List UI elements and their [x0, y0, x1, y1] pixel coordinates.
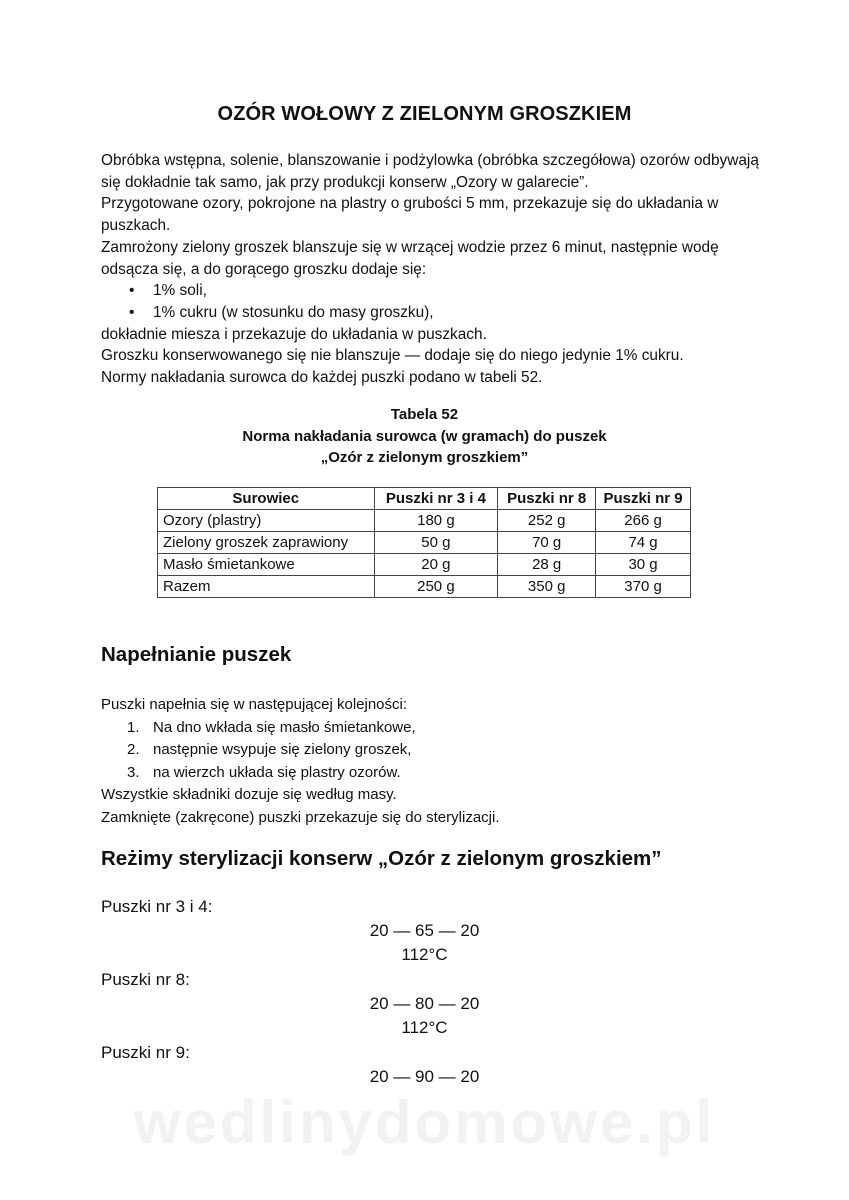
table-cell: 20 g — [374, 554, 498, 576]
filling-section — [101, 694, 761, 829]
table-row — [158, 510, 691, 532]
can-label-8: Puszki nr 8: — [101, 970, 190, 989]
step-number: 3. — [127, 763, 140, 781]
table-caption-line-1: Norma nakładania surowca (w gramach) do puszek — [242, 427, 607, 445]
table-cell: 30 g — [596, 554, 691, 576]
filling-heading: Napełnianie puszek — [101, 643, 292, 666]
table-header-row — [158, 488, 691, 510]
table-row — [158, 532, 691, 554]
sterilization-heading: Reżimy sterylizacji konserw „Ozór z zielonym groszkiem” — [101, 847, 662, 870]
table-cell: 28 g — [498, 554, 596, 576]
table-cell: Ozory (plastry) — [158, 510, 375, 532]
filling-steps — [101, 717, 761, 785]
intro-paragraph-5: Groszku konserwowanego się nie blanszuje — dodaje się do niego jedynie 1% cukru. — [101, 347, 684, 365]
table-cell: 250 g — [374, 576, 498, 598]
step-text: następnie wsypuje się zielony groszek, — [153, 741, 412, 758]
column-header: Puszki nr 9 — [596, 488, 691, 510]
table-cell: Razem — [158, 576, 375, 598]
column-header: Surowiec — [158, 488, 375, 510]
intro-paragraph-2: Przygotowane ozory, pokrojone na plastry o grubości 5 mm, przekazuje się do układania w puszkach. — [101, 195, 719, 235]
can-label-3-4: Puszki nr 3 i 4: — [101, 897, 213, 916]
filling-lead: Puszki napełnia się w następującej kolejności: — [101, 696, 408, 713]
table-caption — [0, 404, 849, 469]
table-cell: 180 g — [374, 510, 498, 532]
watermark: wedlinydomowe.pl — [133, 1089, 716, 1156]
table-caption-line-2: „Ozór z zielonym groszkiem” — [320, 449, 529, 466]
table-label: Tabela 52 — [390, 406, 459, 423]
filling-note-1: Wszystkie składniki dozuje się według masy. — [101, 786, 397, 803]
intro-paragraph-1: Obróbka wstępna, solenie, blanszowanie i podżylowka (obróbka szczegółowa) ozorów odbywają się dokładnie tak samo, jak przy produkcji konserw „Ozory w galarecie”. — [101, 152, 759, 191]
formula-3-4: 20 — 65 — 20 — [369, 921, 480, 940]
column-header: Puszki nr 3 i 4 — [374, 488, 498, 510]
table-row — [158, 554, 691, 576]
table-cell: Zielony groszek zaprawiony — [158, 532, 375, 554]
page-title: OZÓR WOŁOWY Z ZIELONYM GROSZKIEM — [217, 103, 632, 125]
column-header: Puszki nr 8 — [498, 488, 596, 510]
list-item: • 1% cukru (w stosunku do masy groszku), — [153, 302, 761, 324]
norm-table — [157, 487, 691, 598]
step-number: 2. — [127, 741, 140, 758]
list-item: • 1% soli, — [153, 280, 761, 302]
list-item — [101, 739, 761, 762]
table-cell: 50 g — [374, 532, 498, 554]
intro-paragraph-3: Zamrożony zielony groszek blanszuje się w wrzącej wodzie przez 6 minut, następnie wodę odsącza się, a do gorącego groszku dodaje się: — [101, 238, 719, 278]
step-text: Na dno wkłada się masło śmietankowe, — [153, 718, 416, 736]
additives-list — [101, 280, 761, 323]
table-cell: 370 g — [596, 576, 691, 598]
formula-8: 20 — 80 — 20 — [369, 994, 480, 1013]
table-cell: Masło śmietankowe — [158, 554, 375, 576]
temperature-8: 112°C — [401, 1018, 448, 1037]
table-cell: 74 g — [596, 532, 691, 554]
intro-section — [101, 150, 761, 389]
filling-note-2: Zamknięte (zakręcone) puszki przekazuje się do sterylizacji. — [101, 808, 500, 826]
step-text: na wierzch układa się plastry ozorów. — [153, 763, 401, 781]
intro-paragraph-6: Normy nakładania surowca do każdej puszki podano w tabeli 52. — [101, 369, 543, 387]
table-cell: 70 g — [498, 532, 596, 554]
table-cell: 266 g — [596, 510, 691, 532]
table-cell: 350 g — [498, 576, 596, 598]
list-item — [101, 762, 761, 785]
table-cell: 252 g — [498, 510, 596, 532]
can-label-9: Puszki nr 9: — [101, 1043, 190, 1062]
list-item — [101, 717, 761, 740]
table-row — [158, 576, 691, 598]
step-number: 1. — [127, 718, 140, 736]
temperature-3-4: 112°C — [401, 945, 448, 964]
intro-paragraph-4: dokładnie miesza i przekazuje do układania w puszkach. — [101, 325, 487, 343]
formula-9: 20 — 90 — 20 — [369, 1067, 480, 1086]
